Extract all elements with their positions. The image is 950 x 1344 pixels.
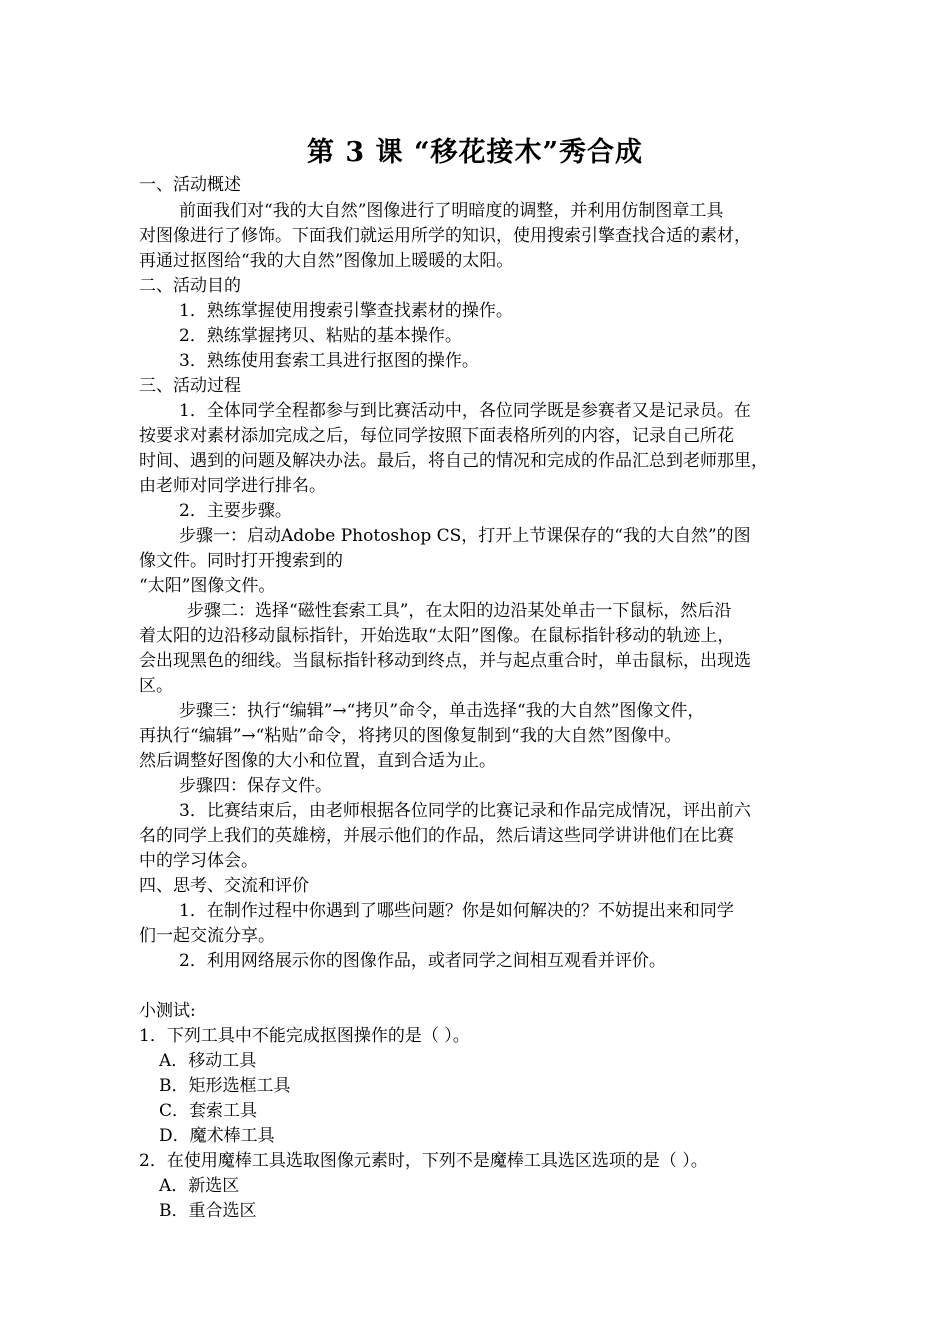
paragraph-line: 1．在制作过程中你遇到了哪些问题？你是如何解决的？不妨提出来和同学 [179,901,734,921]
paragraph-line: 们一起交流分享。 [139,926,275,946]
paragraph-line: 时间、遇到的问题及解决办法。最后，将自己的情况和完成的作品汇总到老师那里， [139,451,768,471]
step-four-line: 步骤四：保存文件。 [179,776,332,796]
quiz-question: 1．下列工具中不能完成抠图操作的是（ ）。 [139,1026,470,1046]
paragraph-line: 由老师对同学进行排名。 [139,476,326,496]
step-three-line: 再执行“编辑”→“粘贴”命令，将拷贝的图像复制到“我的大自然”图像中。 [139,726,682,746]
step-one-line: 像文件。同时打开搜索到的 [139,551,343,571]
step-one-line: “太阳”图像文件。 [139,576,276,596]
paragraph-line: 2．利用网络展示你的图像作品，或者同学之间相互观看并评价。 [179,951,666,971]
quiz-option: B．矩形选框工具 [159,1076,291,1096]
paragraph-line: 按要求对素材添加完成之后，每位同学按照下面表格所列的内容，记录自己所花 [139,426,734,446]
paragraph-line: 2．主要步骤。 [179,501,292,521]
step-three-line: 然后调整好图像的大小和位置，直到合适为止。 [139,751,496,771]
quiz-heading: 小测试: [139,1001,196,1021]
step-two-line: 着太阳的边沿移动鼠标指针，开始选取“太阳”图像。在鼠标指针移动的轨迹上， [139,626,735,646]
lesson-title: 第 3 课 “移花接木”秀合成 [306,137,644,168]
quiz-option: C．套索工具 [159,1101,258,1121]
section-heading-reflection: 四、思考、交流和评价 [139,876,309,896]
quiz-option: A．新选区 [159,1176,240,1196]
paragraph-line: 1．全体同学全程都参与到比赛活动中，各位同学既是参赛者又是记录员。在 [179,401,751,421]
paragraph-line: 名的同学上我们的英雄榜，并展示他们的作品，然后请这些同学讲讲他们在比赛 [139,826,734,846]
paragraph-line: 3．比赛结束后，由老师根据各位同学的比赛记录和作品完成情况，评出前六 [179,801,751,821]
section-heading-goals: 二、活动目的 [139,276,241,296]
quiz-question: 2．在使用魔棒工具选取图像元素时，下列不是魔棒工具选区选项的是（ ）。 [139,1151,708,1171]
step-three-line: 步骤三：执行“编辑”→“拷贝”命令，单击选择“我的大自然”图像文件， [179,701,705,721]
list-item: 2．熟练掌握拷贝、粘贴的基本操作。 [179,326,462,346]
step-two-line: 区。 [139,676,173,696]
quiz-option: D．魔术棒工具 [159,1126,275,1146]
step-one-line: 步骤一：启动Adobe Photoshop CS，打开上节课保存的“我的大自然”的图 [179,526,751,546]
step-two-line: 会出现黑色的细线。当鼠标指针移动到终点，并与起点重合时，单击鼠标，出现选 [139,651,751,671]
list-item: 1．熟练掌握使用搜索引擎查找素材的操作。 [179,301,513,321]
paragraph-line: 中的学习体会。 [139,851,258,871]
paragraph-line: 对图像进行了修饰。下面我们就运用所学的知识，使用搜索引擎查找合适的素材， [139,226,751,246]
step-two-line: 步骤二：选择“磁性套索工具”，在太阳的边沿某处单击一下鼠标，然后沿 [187,601,732,621]
quiz-option: B．重合选区 [159,1201,257,1221]
quiz-option: A．移动工具 [159,1051,257,1071]
paragraph-line: 前面我们对“我的大自然”图像进行了明暗度的调整，并利用仿制图章工具 [179,201,724,221]
list-item: 3．熟练使用套索工具进行抠图的操作。 [179,351,479,371]
paragraph-line: 再通过抠图给“我的大自然”图像加上暖暖的太阳。 [139,251,514,271]
section-heading-overview: 一、活动概述 [139,175,241,195]
section-heading-process: 三、活动过程 [139,376,241,396]
